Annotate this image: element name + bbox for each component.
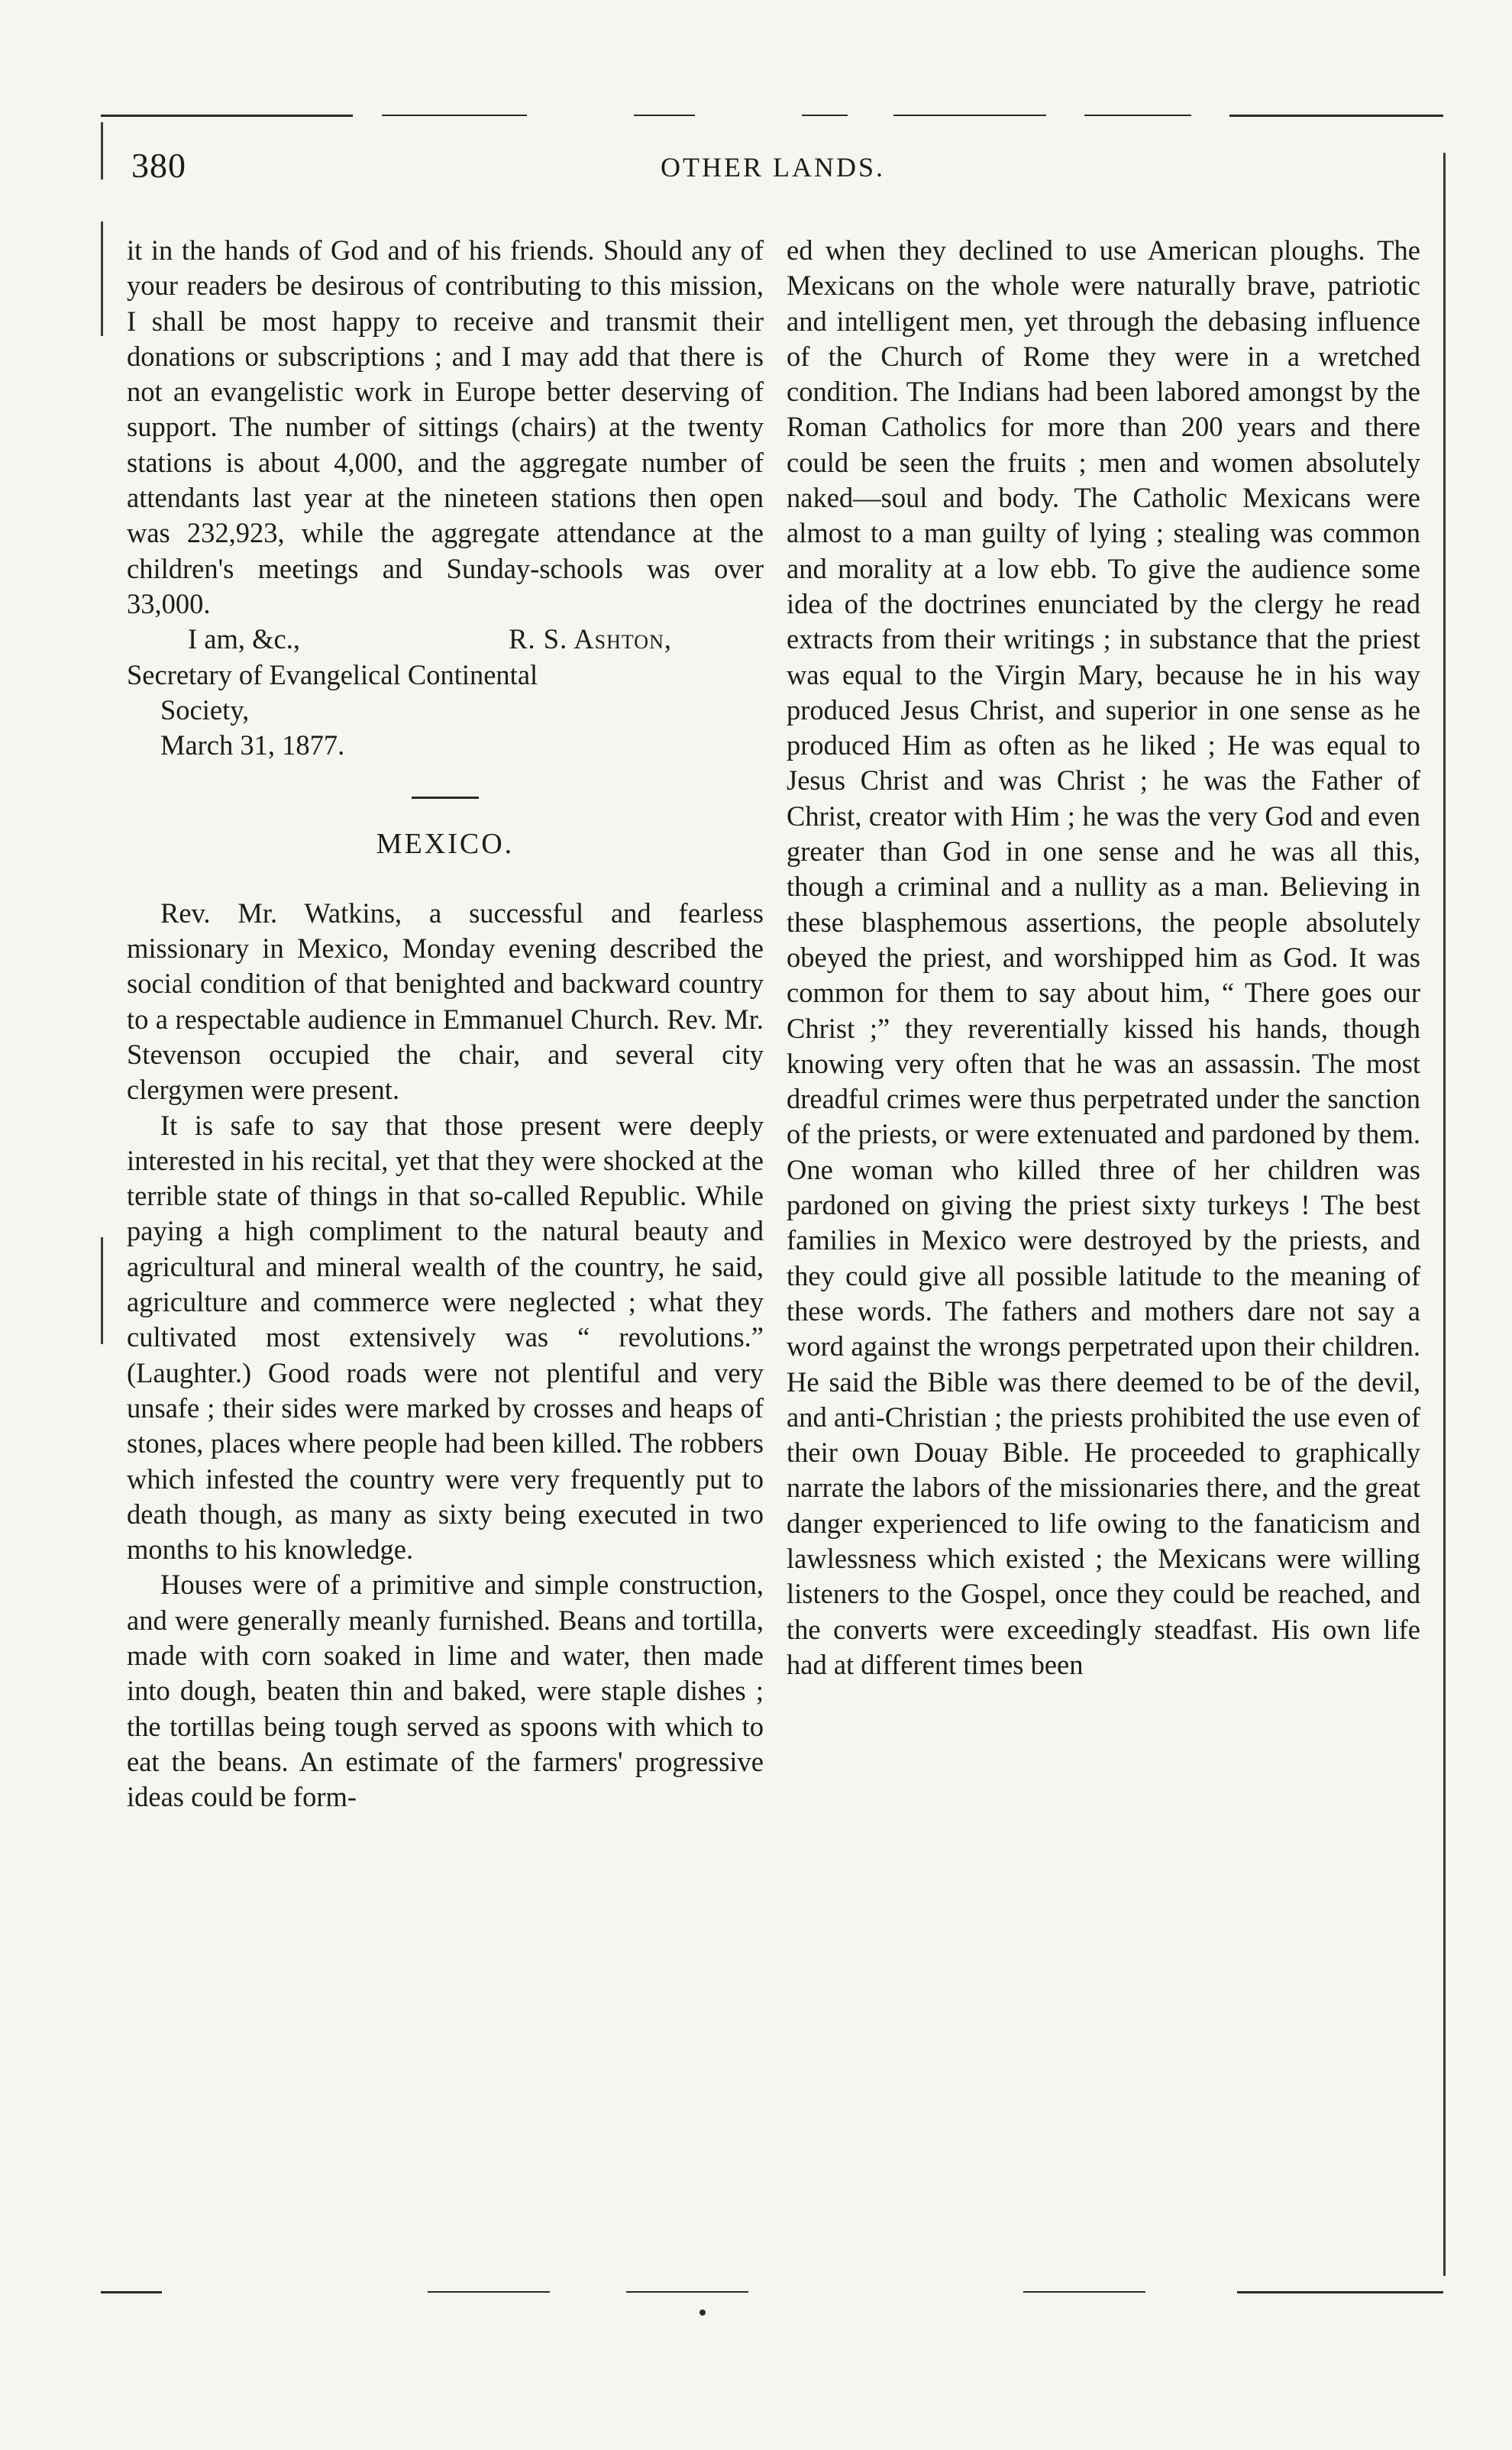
bottom-rule-right xyxy=(1237,2291,1443,2293)
article-paragraph-continued: ed when they declined to use American ploughs. The Mexicans on the whole were naturally brave, patriotic and intelligent men, yet through the debasing influence of the Church of Rome they were in a wretched condition. The Indians had been labored amongst by the Roman Catholics for more than 200 years and there could be seen the fruits ; men and women absolutely naked—soul and body. The Catholic Mexicans were almost to a man guilty of lying ; stealing was common and morality at a low ebb. To give the audience some idea of the doctrines enunciated by the clergy he read extracts from their writings ; in substance that the priest was equal to the Virgin Mary, because he in his way produced Jesus Christ, and superior in one sense as he produced Him as often as he liked ; He was equal to Jesus Christ and was Christ ; he was the Father of Christ, creator with Him ; he was the very God and even greater than God in one sense and he was all this, though a criminal and a nullity as a man. Believing in these blasphemous assertions, the people absolutely obeyed the priest, and worshipped him as God. It was common for them to say about him, “ There goes our Christ ;” they reverentially kissed his hands, though knowing very often that he was an assassin. The most dreadful crimes were thus perpetrated under the sanction of the priests, or were extenuated and pardoned by them. One woman who killed three of her children was pardoned on giving the priest sixty turkeys ! The best families in Mexico were destroyed by the priests, and they could give all possible latitude to the meaning of these words. The fathers and mothers dare not say a word against the wrongs perpetrated upon their children. He said the Bible was there deemed to be of the devil, and anti-Christian ; the priests prohibited the use even of their own Douay Bible. He proceeded to graphically narrate the labors of the missionaries there, and the great danger experienced to life owing to the fanaticism and lawlessness which existed ; the Mexicans were willing listeners to the Gospel, once they could be reached, and the converts were exceedingly steadfast. His own life had at different times been xyxy=(787,234,1420,1680)
bottom-rule-segment xyxy=(626,2291,748,2293)
top-rule-segment xyxy=(634,115,695,116)
signature-date: March 31, 1877. xyxy=(160,729,345,761)
bottom-rule-segment xyxy=(1023,2291,1145,2293)
section-divider xyxy=(412,797,479,799)
right-margin-line xyxy=(1443,153,1446,2276)
article-paragraph: Houses were of a primitive and simple construction, and were generally meanly furnished. Beans and tortilla, made with corn soaked in lime and water, then made into dough, beaten thin and baked, were staple dishes ; the tortillas being tough served as spoons with which to eat the beans. An estimate of the farmers' progressive ideas could be form- xyxy=(127,1569,764,1813)
top-rule-segment xyxy=(893,115,1046,116)
right-column xyxy=(787,233,1420,1682)
top-rule-right xyxy=(1229,115,1443,117)
left-margin-line xyxy=(101,221,103,336)
bottom-rule-segment xyxy=(428,2291,550,2293)
article-paragraph: Rev. Mr. Watkins, a successful and fearless missionary in Mexico, Monday evening described the social condition of that benighted and backward country to a respectable audience in Emmanuel Church. Rev. Mr. Stevenson occupied the chair, and several city clergymen were present. xyxy=(127,897,764,1106)
page-number: 380 xyxy=(131,146,186,185)
top-rule-segment xyxy=(382,115,527,116)
left-column xyxy=(127,233,764,1815)
section-title: MEXICO. xyxy=(376,828,515,861)
signature-organization: Society, xyxy=(160,693,250,726)
top-rule-segment xyxy=(802,115,848,116)
letter-closing-paragraph: it in the hands of God and of his friends. Should any of your readers be desirous of contributing to this mission, I shall be most happy to receive and transmit their donations or subscriptions ; and I may add that there is not an evangelistic work in Europe better deserving of support. The number of sittings (chairs) at the twenty stations is about 4,000, and the aggregate number of attendants last year at the nineteen stations then open was 232,923, while the aggregate attendance at the children's meetings and Sunday-schools was over 33,000. xyxy=(127,234,764,619)
left-margin-line xyxy=(101,1237,103,1344)
signature-name: R. S. Ashton, xyxy=(509,623,672,655)
signature-block xyxy=(127,622,764,763)
top-rule-left xyxy=(101,115,353,117)
bottom-ornament-dot xyxy=(699,2309,706,2316)
signature-title: Secretary of Evangelical Continental xyxy=(127,658,538,690)
top-rule-segment xyxy=(1084,115,1191,116)
article-paragraph: It is safe to say that those present were deeply interested in his recital, yet that they were shocked at the terrible state of things in that so-called Republic. While paying a high compliment to the natural beauty and agricultural and mineral wealth of the country, he said, agriculture and commerce were neglected ; what they cultivated most extensively was “ revolutions.” (Laughter.) Good roads were not plentiful and very unsafe ; their sides were marked by crosses and heaps of stones, places where people had been killed. The robbers which infested the country were very frequently put to death though, as many as sixty being executed in two months to his knowledge. xyxy=(127,1109,764,1566)
signature-closing: I am, &c., xyxy=(188,623,300,655)
bottom-rule-left xyxy=(101,2291,162,2293)
page-header xyxy=(101,145,1445,199)
running-head: OTHER LANDS. xyxy=(661,152,885,183)
